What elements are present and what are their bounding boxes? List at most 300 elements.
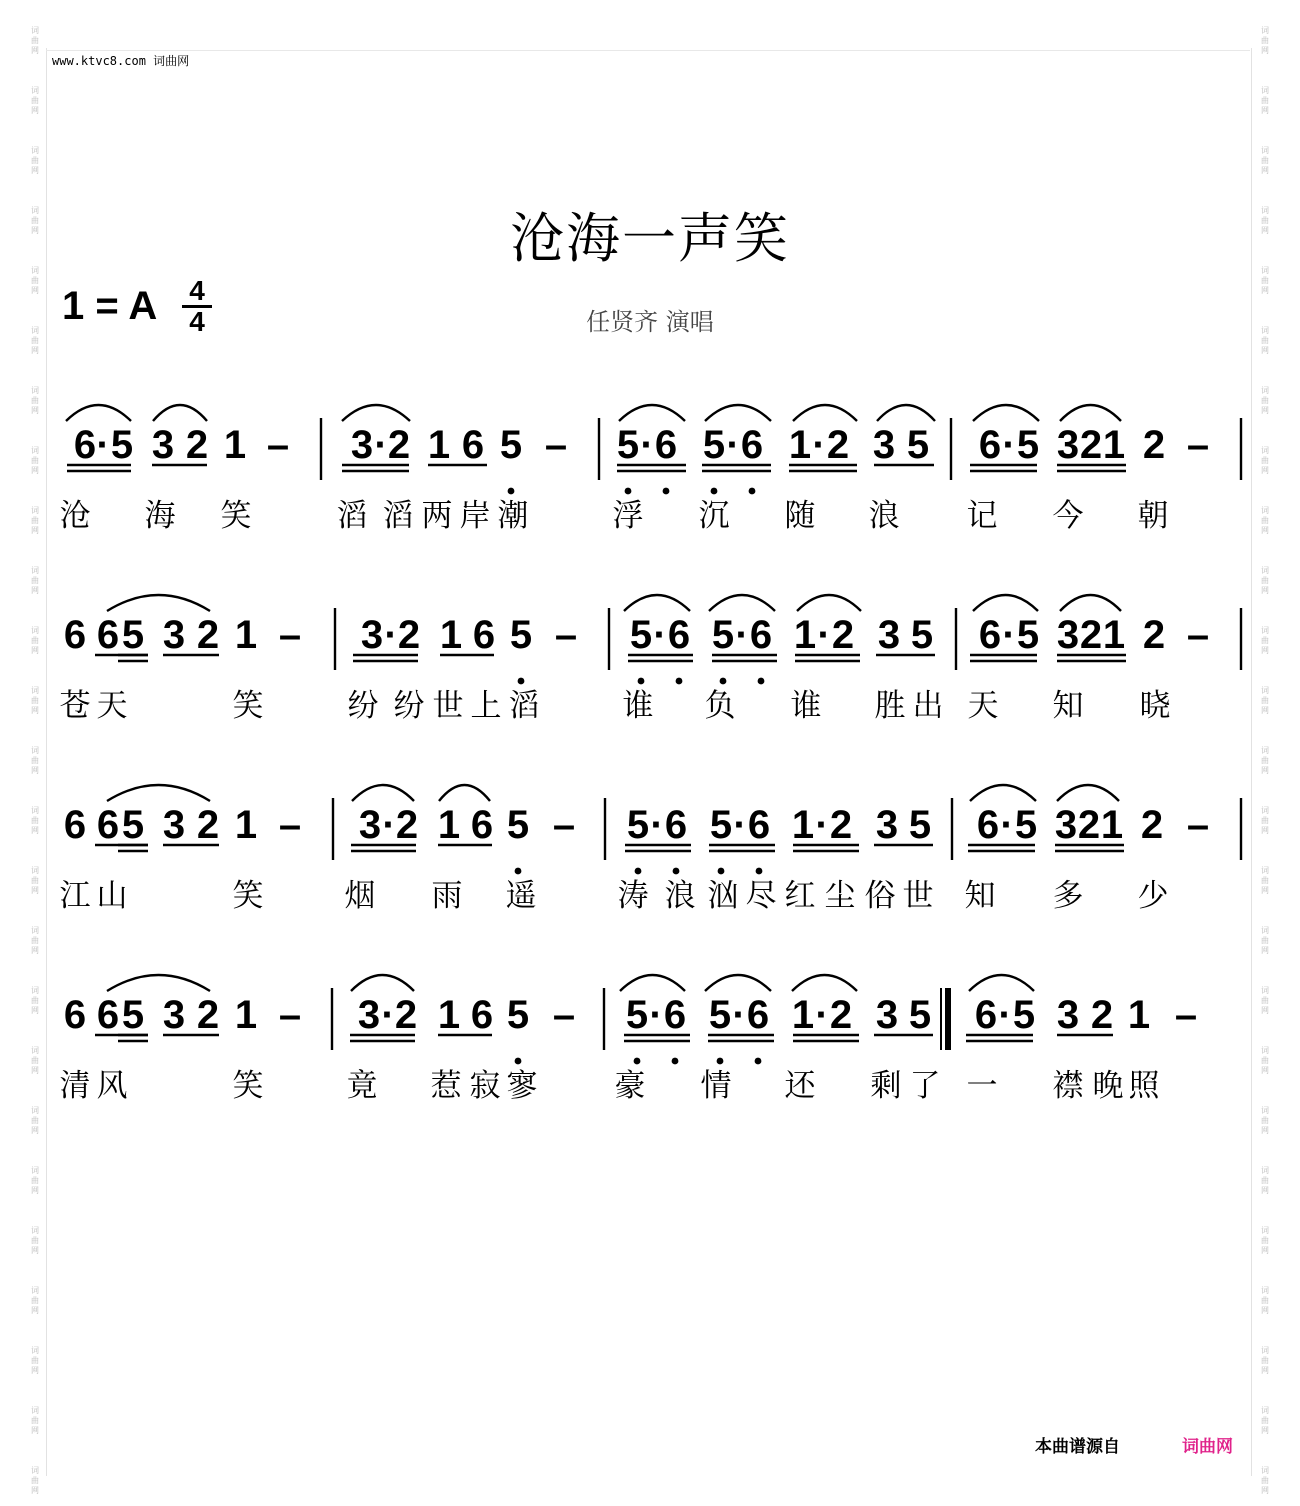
lyric-char: 红 — [784, 878, 816, 914]
note-glyph: 3 — [162, 803, 186, 847]
note-glyph: 3 — [1056, 993, 1080, 1037]
note-glyph: 6 — [96, 613, 120, 657]
watermark-char: 曲 — [31, 996, 39, 1005]
note-glyph: 2 — [185, 423, 209, 467]
watermark-char: 网 — [1261, 946, 1269, 955]
lyric-char: 滔 — [508, 688, 540, 724]
note-glyph: · — [998, 993, 1012, 1037]
watermark-char: 网 — [1261, 1426, 1269, 1435]
note-glyph: · — [732, 993, 746, 1037]
slur-arc — [107, 975, 210, 991]
note-glyph: 1 — [427, 423, 451, 467]
note-glyph: 1 — [437, 993, 461, 1037]
note-glyph: 6 — [747, 803, 771, 847]
note-glyph: 6 — [978, 423, 1002, 467]
watermark-char: 曲 — [1261, 996, 1269, 1005]
low-octave-dot — [718, 868, 725, 875]
watermark-char: 曲 — [1261, 156, 1269, 165]
note-glyph: 6 — [472, 613, 496, 657]
note-glyph: 1 — [791, 803, 815, 847]
note-glyph: 3 — [1054, 803, 1078, 847]
note-glyph: – — [544, 423, 568, 467]
watermark-char: 词 — [31, 1166, 39, 1175]
slur-arc — [970, 785, 1036, 801]
lyric-char: 豪 — [614, 1068, 646, 1104]
watermark-char: 网 — [31, 1186, 39, 1195]
watermark-char: 网 — [31, 1126, 39, 1135]
note-glyph: 6 — [978, 613, 1002, 657]
note-glyph: · — [650, 803, 664, 847]
watermark-char: 词 — [31, 866, 39, 875]
note-glyph: – — [266, 423, 290, 467]
low-octave-dot — [663, 488, 670, 495]
watermark-char: 网 — [1261, 286, 1269, 295]
watermark-char: 曲 — [1261, 276, 1269, 285]
lyric-char: 尘 — [824, 878, 856, 914]
slur-arc — [352, 785, 414, 801]
watermark-char: 词 — [1261, 86, 1269, 95]
slur-arc — [797, 595, 861, 611]
watermark-char: 词 — [31, 446, 39, 455]
lyric-char: 知 — [964, 878, 996, 914]
watermark-char: 曲 — [1261, 456, 1269, 465]
lyric-char: 世 — [902, 878, 934, 914]
note-glyph: · — [815, 993, 829, 1037]
watermark-char: 词 — [31, 26, 39, 35]
watermark-char: 曲 — [31, 1476, 39, 1485]
watermark-char: 网 — [1261, 1246, 1269, 1255]
watermark-char: 词 — [1261, 206, 1269, 215]
note-glyph: 5 — [121, 803, 145, 847]
note-glyph: – — [1186, 803, 1210, 847]
watermark-char: 词 — [31, 266, 39, 275]
note-glyph: 3 — [151, 423, 175, 467]
note-glyph: 2 — [196, 993, 220, 1037]
note-glyph: – — [278, 613, 302, 657]
lyric-char: 潮 — [497, 498, 529, 534]
watermark-char: 曲 — [31, 96, 39, 105]
note-glyph: · — [817, 613, 831, 657]
lyric-char: 笑 — [232, 878, 264, 914]
watermark-char: 网 — [31, 406, 39, 415]
note-glyph: 1 — [234, 993, 258, 1037]
watermark-char: 词 — [31, 1406, 39, 1415]
note-glyph: 2 — [1079, 423, 1103, 467]
note-glyph: 3 — [875, 803, 899, 847]
watermark-char: 网 — [1261, 826, 1269, 835]
lyric-char: 朝 — [1137, 498, 1169, 534]
watermark-char: 词 — [31, 1226, 39, 1235]
lyric-char: 情 — [700, 1068, 732, 1104]
note-glyph: 2 — [1140, 803, 1164, 847]
lyric-char: 竟 — [346, 1068, 378, 1104]
lyric-char: 烟 — [344, 878, 376, 914]
note-glyph: · — [96, 423, 110, 467]
lyric-char: 海 — [144, 498, 176, 534]
slur-arc — [619, 405, 685, 421]
note-glyph: – — [278, 993, 302, 1037]
lyric-char: 风 — [96, 1068, 128, 1104]
watermark-char: 曲 — [31, 636, 39, 645]
watermark-char: 词 — [31, 146, 39, 155]
lyric-char: 滔 — [382, 498, 414, 534]
note-glyph: 3 — [875, 993, 899, 1037]
lyric-char: 剩 — [870, 1068, 902, 1104]
watermark-char: 曲 — [1261, 336, 1269, 345]
watermark-char: 曲 — [31, 516, 39, 525]
note-glyph: 1 — [1100, 803, 1124, 847]
watermark-char: 曲 — [31, 1236, 39, 1245]
watermark-char: 网 — [1261, 1306, 1269, 1315]
note-glyph: 1 — [1102, 423, 1126, 467]
note-glyph: · — [640, 423, 654, 467]
watermark-char: 网 — [31, 526, 39, 535]
note-glyph: 2 — [829, 993, 853, 1037]
lyric-char: 涛 — [617, 878, 649, 914]
note-glyph: 6 — [470, 993, 494, 1037]
watermark-char: 曲 — [1261, 1056, 1269, 1065]
watermark-char: 词 — [1261, 1106, 1269, 1115]
lyric-char: 两 — [421, 498, 453, 534]
watermark-char: 曲 — [31, 276, 39, 285]
note-glyph: – — [1186, 423, 1210, 467]
lyric-char: 笑 — [220, 498, 252, 534]
note-glyph: 6 — [740, 423, 764, 467]
watermark-char: 曲 — [31, 1416, 39, 1425]
watermark-char: 词 — [1261, 266, 1269, 275]
note-glyph: 5 — [709, 803, 733, 847]
note-glyph: 5 — [506, 993, 530, 1037]
watermark-char: 网 — [1261, 346, 1269, 355]
note-glyph: 1 — [223, 423, 247, 467]
watermark-char: 网 — [31, 1246, 39, 1255]
note-glyph: 2 — [831, 613, 855, 657]
slur-arc — [705, 975, 771, 991]
note-glyph: 3 — [1056, 423, 1080, 467]
low-octave-dot — [672, 1058, 679, 1065]
slur-arc — [877, 405, 935, 421]
slur-arc — [624, 595, 690, 611]
watermark-char: 曲 — [1261, 636, 1269, 645]
slur-arc — [153, 405, 207, 421]
watermark-char: 网 — [1261, 226, 1269, 235]
watermark-char: 词 — [1261, 746, 1269, 755]
note-glyph: 1 — [437, 803, 461, 847]
watermark-char: 词 — [1261, 926, 1269, 935]
note-glyph: 3 — [357, 993, 381, 1037]
slur-arc — [705, 405, 771, 421]
watermark-char: 曲 — [1261, 1356, 1269, 1365]
slur-arc — [351, 975, 414, 991]
note-glyph: 5 — [1016, 613, 1040, 657]
watermark-char: 曲 — [1261, 816, 1269, 825]
watermark-char: 网 — [1261, 1006, 1269, 1015]
watermark-site-url[interactable]: www.ktvc8.com 词曲网 — [52, 54, 190, 68]
watermark-char: 曲 — [1261, 1236, 1269, 1245]
lyric-char: 记 — [966, 498, 998, 534]
key-signature: 1 = A — [62, 284, 158, 328]
lyric-char: 胜 — [874, 688, 906, 724]
watermark-char: 词 — [31, 566, 39, 575]
watermark-char: 曲 — [31, 1296, 39, 1305]
slur-arc — [1057, 785, 1119, 801]
watermark-char: 曲 — [31, 576, 39, 585]
watermark-char: 曲 — [31, 696, 39, 705]
note-glyph: 5 — [908, 803, 932, 847]
lyric-char: 寂 — [469, 1068, 501, 1104]
lyric-char: 汹 — [707, 878, 739, 914]
note-glyph: · — [374, 423, 388, 467]
note-glyph: 5 — [616, 423, 640, 467]
lyric-char: 沧 — [59, 498, 91, 534]
note-glyph: 6 — [749, 613, 773, 657]
watermark-char: 网 — [31, 766, 39, 775]
note-glyph: 6 — [663, 993, 687, 1037]
note-glyph: 2 — [196, 803, 220, 847]
lyric-char: 浮 — [612, 498, 644, 534]
lyric-char: 随 — [784, 498, 816, 534]
low-octave-dot — [720, 678, 727, 685]
note-glyph: 6 — [63, 613, 87, 657]
low-octave-dot — [634, 1058, 641, 1065]
watermark-char: 网 — [31, 1306, 39, 1315]
lyric-char: 天 — [967, 688, 999, 724]
time-signature-denominator: 4 — [189, 306, 205, 337]
lyric-char: 山 — [96, 878, 128, 914]
note-glyph: · — [381, 993, 395, 1037]
watermark-char: 网 — [31, 946, 39, 955]
note-glyph: 2 — [1079, 613, 1103, 657]
note-glyph: 5 — [702, 423, 726, 467]
watermark-char: 曲 — [1261, 1176, 1269, 1185]
low-octave-dot — [638, 678, 645, 685]
note-glyph: 1 — [1127, 993, 1151, 1037]
watermark-char: 词 — [31, 1106, 39, 1115]
watermark-char: 词 — [1261, 506, 1269, 515]
lyric-char: 纷 — [347, 688, 379, 724]
note-glyph: 1 — [1102, 613, 1126, 657]
note-glyph: 6 — [746, 993, 770, 1037]
note-glyph: 5 — [908, 993, 932, 1037]
watermark-char: 词 — [1261, 1166, 1269, 1175]
note-glyph: · — [812, 423, 826, 467]
slur-arc — [439, 785, 490, 801]
lyric-char: 天 — [96, 688, 128, 724]
watermark-char: 词 — [31, 806, 39, 815]
low-octave-dot — [515, 1058, 522, 1065]
lyric-char: 知 — [1052, 688, 1084, 724]
note-glyph: 2 — [196, 613, 220, 657]
note-glyph: 5 — [1014, 803, 1038, 847]
slur-arc — [793, 405, 857, 421]
watermark-char: 曲 — [31, 936, 39, 945]
slur-arc — [973, 595, 1038, 611]
footer-site-link[interactable]: 词曲网 — [1182, 1437, 1233, 1457]
watermark-char: 网 — [31, 1066, 39, 1075]
note-glyph: 3 — [162, 993, 186, 1037]
note-glyph: 3 — [350, 423, 374, 467]
watermark-char: 曲 — [31, 456, 39, 465]
lyric-char: 今 — [1052, 498, 1084, 534]
watermark-char: 词 — [31, 506, 39, 515]
lyric-char: 雨 — [431, 878, 463, 914]
note-glyph: 2 — [394, 993, 418, 1037]
watermark-char: 网 — [31, 1006, 39, 1015]
note-glyph: 6 — [470, 803, 494, 847]
watermark-char: 词 — [1261, 1226, 1269, 1235]
lyric-char: 尽 — [745, 878, 777, 914]
note-glyph: 2 — [395, 803, 419, 847]
note-glyph: 1 — [439, 613, 463, 657]
watermark-char: 网 — [1261, 886, 1269, 895]
note-glyph: 5 — [629, 613, 653, 657]
low-octave-dot — [673, 868, 680, 875]
slur-arc — [620, 975, 685, 991]
note-glyph: 3 — [1056, 613, 1080, 657]
watermark-char: 网 — [1261, 46, 1269, 55]
low-octave-dot — [635, 868, 642, 875]
lyric-char: 了 — [909, 1068, 941, 1104]
lyric-char: 上 — [470, 688, 502, 724]
low-octave-dot — [758, 678, 765, 685]
slur-arc — [1060, 405, 1121, 421]
lyric-char: 少 — [1137, 878, 1169, 914]
note-glyph: 6 — [654, 423, 678, 467]
watermark-char: 曲 — [1261, 1296, 1269, 1305]
watermark-char: 词 — [31, 746, 39, 755]
lyric-char: 出 — [912, 688, 944, 724]
watermark-char: 词 — [1261, 626, 1269, 635]
lyric-char: 浪 — [868, 498, 900, 534]
watermark-char: 词 — [31, 326, 39, 335]
low-octave-dot — [755, 1058, 762, 1065]
watermark-char: 曲 — [1261, 96, 1269, 105]
lyric-char: 岸 — [459, 498, 491, 534]
watermark-char: 词 — [31, 986, 39, 995]
watermark-char: 词 — [31, 686, 39, 695]
note-glyph: · — [1002, 613, 1016, 657]
note-glyph: 1 — [234, 803, 258, 847]
watermark-char: 曲 — [1261, 396, 1269, 405]
note-glyph: 5 — [626, 803, 650, 847]
lyric-char: 江 — [59, 878, 91, 914]
watermark-char: 网 — [31, 1486, 39, 1495]
watermark-char: 网 — [31, 466, 39, 475]
note-glyph: · — [733, 803, 747, 847]
watermark-char: 曲 — [1261, 516, 1269, 525]
watermark-char: 网 — [31, 1366, 39, 1375]
note-glyph: 2 — [387, 423, 411, 467]
note-glyph: 5 — [625, 993, 649, 1037]
note-glyph: 5 — [509, 613, 533, 657]
watermark-char: 网 — [1261, 1366, 1269, 1375]
watermark-char: 词 — [31, 386, 39, 395]
watermark-char: 词 — [1261, 1466, 1269, 1475]
low-octave-dot — [717, 1058, 724, 1065]
lyric-char: 苍 — [59, 688, 91, 724]
watermark-char: 网 — [31, 226, 39, 235]
watermark-char: 词 — [1261, 806, 1269, 815]
watermark-char: 网 — [31, 1426, 39, 1435]
note-glyph: – — [278, 803, 302, 847]
watermark-char: 词 — [31, 1046, 39, 1055]
note-glyph: · — [384, 613, 398, 657]
note-glyph: · — [726, 423, 740, 467]
watermark-char: 词 — [1261, 26, 1269, 35]
slur-arc — [342, 405, 410, 421]
watermark-char: 词 — [1261, 446, 1269, 455]
watermark-char: 网 — [1261, 1186, 1269, 1195]
note-glyph: · — [653, 613, 667, 657]
performer-credit: 任贤齐 演唱 — [586, 308, 714, 336]
watermark-char: 词 — [1261, 866, 1269, 875]
note-glyph: 5 — [1016, 423, 1040, 467]
note-glyph: 5 — [910, 613, 934, 657]
watermark-char: 网 — [31, 346, 39, 355]
lyric-char: 谁 — [622, 688, 654, 724]
lyric-char: 照 — [1128, 1068, 1160, 1104]
lyric-char: 还 — [784, 1068, 816, 1104]
footer-source-label: 本曲谱源自 — [1035, 1437, 1120, 1457]
low-octave-dot — [676, 678, 683, 685]
slur-arc — [66, 405, 131, 421]
watermark-char: 曲 — [31, 36, 39, 45]
note-glyph: 5 — [506, 803, 530, 847]
watermark-char: 曲 — [1261, 756, 1269, 765]
watermark-char: 网 — [1261, 1066, 1269, 1075]
note-glyph: – — [1174, 993, 1198, 1037]
watermark-char: 词 — [31, 626, 39, 635]
lyric-char: 笑 — [232, 1068, 264, 1104]
note-glyph: 1 — [793, 613, 817, 657]
note-glyph: 5 — [906, 423, 930, 467]
watermark-char: 词 — [31, 1466, 39, 1475]
lyric-char: 沉 — [698, 498, 730, 534]
note-glyph: 6 — [73, 423, 97, 467]
time-signature-numerator: 4 — [189, 275, 205, 306]
watermark-char: 曲 — [1261, 936, 1269, 945]
watermark-char: 曲 — [31, 1356, 39, 1365]
low-octave-dot — [749, 488, 756, 495]
note-glyph: 6 — [664, 803, 688, 847]
note-glyph: 5 — [1012, 993, 1036, 1037]
note-glyph: 3 — [877, 613, 901, 657]
note-glyph: – — [554, 613, 578, 657]
lyric-char: 一 — [966, 1068, 998, 1104]
watermark-char: 曲 — [1261, 1416, 1269, 1425]
watermark-char: 曲 — [1261, 1476, 1269, 1485]
note-glyph: 2 — [826, 423, 850, 467]
slur-arc — [969, 975, 1034, 991]
note-glyph: – — [552, 803, 576, 847]
watermark-char: 曲 — [31, 336, 39, 345]
note-glyph: 6 — [96, 993, 120, 1037]
lyric-char: 负 — [704, 688, 736, 724]
lyric-char: 清 — [59, 1068, 91, 1104]
lyric-char: 遥 — [505, 878, 537, 914]
watermark-char: 词 — [31, 86, 39, 95]
note-glyph: – — [1186, 613, 1210, 657]
watermark-char: 曲 — [31, 1056, 39, 1065]
watermark-char: 网 — [1261, 526, 1269, 535]
song-title: 沧海一声笑 — [510, 207, 790, 270]
lyric-char: 纷 — [393, 688, 425, 724]
note-glyph: 3 — [162, 613, 186, 657]
note-glyph: 1 — [791, 993, 815, 1037]
note-glyph: 5 — [711, 613, 735, 657]
lyric-char: 世 — [432, 688, 464, 724]
note-glyph: · — [1000, 803, 1014, 847]
